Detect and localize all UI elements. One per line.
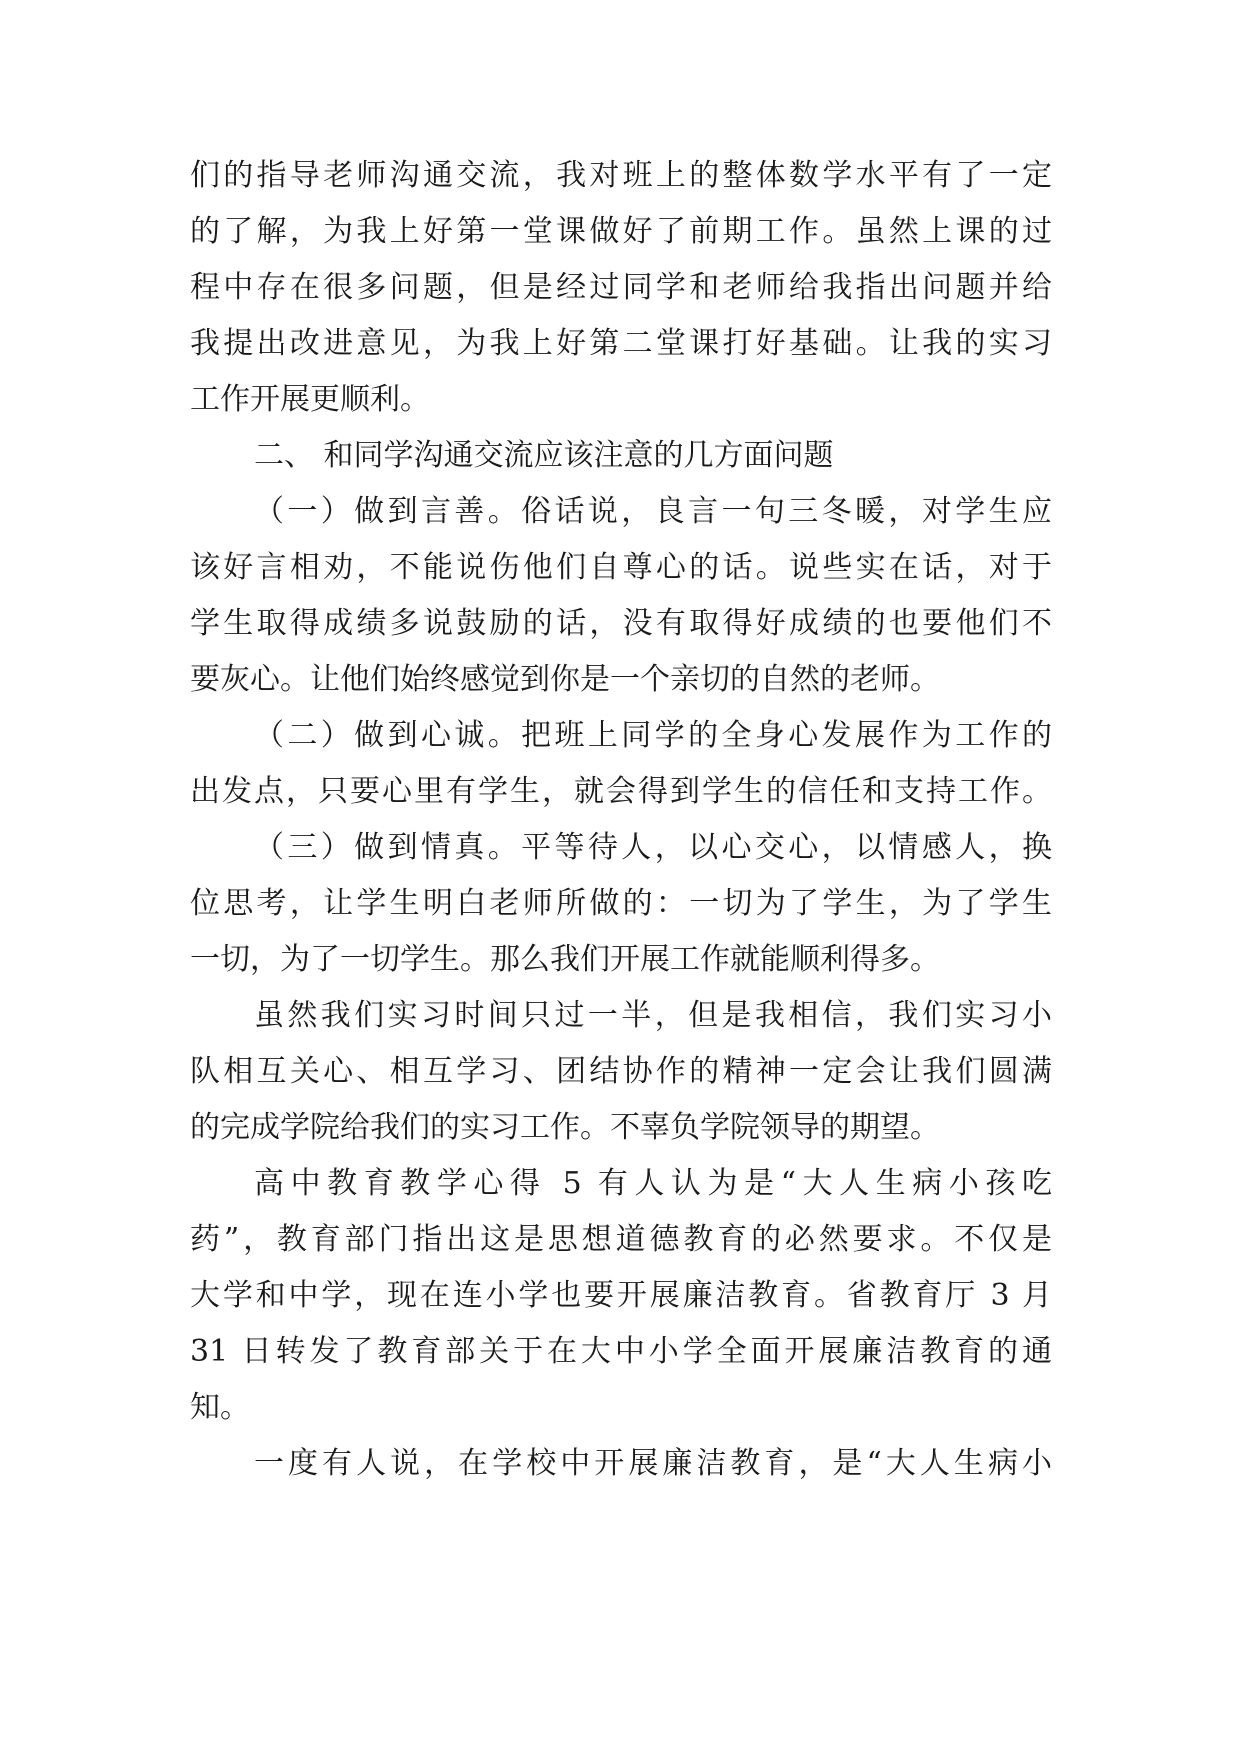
paragraph-line: （三）做到情真。平等待人，以心交心，以情感人，换	[254, 830, 1052, 865]
paragraph-line: 们的指导老师沟通交流，我对班上的整体数学水平有了一定	[190, 158, 1052, 193]
paragraph-line: 工作开展更顺利。	[190, 382, 430, 417]
paragraph-line: 一切，为了一切学生。那么我们开展工作就能顺利得多。	[190, 942, 940, 977]
paragraph-line: 出发点，只要心里有学生，就会得到学生的信任和支持工作。	[190, 774, 1052, 809]
paragraph-line: 的了解，为我上好第一堂课做好了前期工作。虽然上课的过	[190, 214, 1052, 249]
paragraph-line: （二）做到心诚。把班上同学的全身心发展作为工作的	[254, 718, 1052, 753]
section-heading: 二、 和同学沟通交流应该注意的几方面问题	[254, 438, 834, 473]
paragraph-line: 学生取得成绩多说鼓励的话，没有取得好成绩的也要他们不	[190, 606, 1052, 641]
paragraph-line: 位思考，让学生明白老师所做的：一切为了学生，为了学生	[190, 886, 1052, 921]
paragraph-line: 一度有人说，在学校中开展廉洁教育，是“大人生病小	[254, 1446, 1052, 1481]
paragraph-line: 虽然我们实习时间只过一半，但是我相信，我们实习小	[254, 998, 1052, 1033]
paragraph-line: 我提出改进意见，为我上好第二堂课打好基础。让我的实习	[190, 326, 1052, 361]
section-heading-line: 高中教育教学心得 5 有人认为是“大人生病小孩吃	[254, 1166, 1052, 1201]
paragraph-line: 队相互关心、相互学习、团结协作的精神一定会让我们圆满	[190, 1054, 1052, 1089]
paragraph-line: 31 日转发了教育部关于在大中小学全面开展廉洁教育的通	[190, 1334, 1052, 1369]
paragraph-line: 程中存在很多问题，但是经过同学和老师给我指出问题并给	[190, 270, 1052, 305]
paragraph-line: 药”，教育部门指出这是思想道德教育的必然要求。不仅是	[190, 1222, 1052, 1257]
paragraph-line: 大学和中学，现在连小学也要开展廉洁教育。省教育厅 3 月	[190, 1278, 1052, 1313]
paragraph-line: 该好言相劝，不能说伤他们自尊心的话。说些实在话，对于	[190, 550, 1052, 585]
paragraph-line: 的完成学院给我们的实习工作。不辜负学院领导的期望。	[190, 1110, 940, 1145]
paragraph-line: （一）做到言善。俗话说，良言一句三冬暖，对学生应	[254, 494, 1052, 529]
paragraph-line: 要灰心。让他们始终感觉到你是一个亲切的自然的老师。	[190, 662, 940, 697]
paragraph-line: 知。	[190, 1390, 250, 1425]
